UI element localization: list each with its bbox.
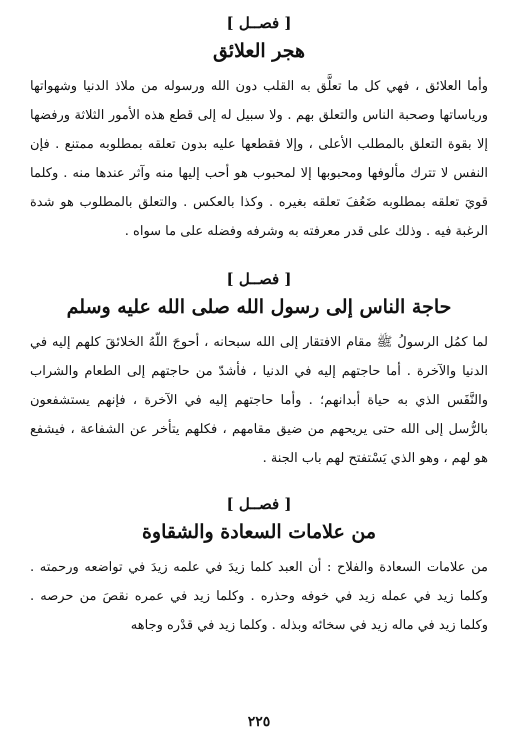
section-paragraph: لما كمُل الرسولُ ﷺ مقام الافتقار إلى الله سبحانه ، أحوجَ اللّهُ الخلائقَ كلهم إليه في الدنيا والآخرة . أما حاجتهم إليه في الدنيا ، فأشدّ من حاجتهم إلى الطعام والشراب والنَّفَس الذي به حياة أبدانهم؛ . وأما حاجتهم إليه في الآخرة ، فإنهم يستشفعون بالرُّسل إلى الله حتى يريحهم من ضيق مقامهم ، فكلهم يتأخر عن الشفاعة ، فيشفع هو لهم ، وهو الذي يَسْتفتح لهم باب الجنة .: [30, 335, 488, 466]
section-hajat-alnas: [30, 268, 488, 473]
section-paragraph: وأما العلائق ، فهي كل ما تعلَّق به القلب دون الله ورسوله من ملاذ الدنيا وشهواتها ورياساتها وصحبة الناس والتعلق بهم . ولا سبيل له إلى قطع هذه الأمور الثلاثة ورفضها إلا بقوة التعلق بالمطلب الأعلى ، وإلا فقطعها عليه بدون تعلقه بمطلوبه ممتنع . فإن النفس لا تترك مألوفها ومحبوبها إلا لمحبوب هو أحب إليها منه وآثر عندها منه . وكلما قويَ تعلقه بمطلوبه ضَعُفَ تعلقه بغيره . وكذا بالعكس . والتعلق بالمطلوب هو شدة الرغبة فيه . وذلك على قدر معرفته به وشرفه وفضله على ما سواه .: [30, 79, 488, 239]
page-number: ٢٢٥: [247, 714, 271, 730]
section-label: [ فصــل ]: [226, 14, 292, 32]
section-heading: هجر العلائق: [212, 40, 306, 62]
section-spacer: [30, 473, 488, 493]
section-label: [ فصــل ]: [226, 270, 292, 288]
section-label: [ فصــل ]: [226, 495, 292, 513]
section-heading: من علامات السعادة والشقاوة: [141, 521, 377, 543]
section-spacer: [30, 246, 488, 268]
section-hajr-alalaiq: [30, 12, 488, 246]
section-heading: حاجة الناس إلى رسول الله صلى الله عليه وسلم: [66, 296, 452, 318]
section-alamat-alsaada: [30, 493, 488, 640]
section-paragraph: من علامات السعادة والفلاح : أن العبد كلما زيدَ في علمه زيدَ في تواضعه ورحمته . وكلما زيد في عمله زيد في خوفه وحذره . وكلما زيد في عمره نقصَ من حرصه . وكلما زيد في ماله زيد في سخائه وبذله . وكلما زيد في قدْره وجاهه: [30, 560, 488, 633]
